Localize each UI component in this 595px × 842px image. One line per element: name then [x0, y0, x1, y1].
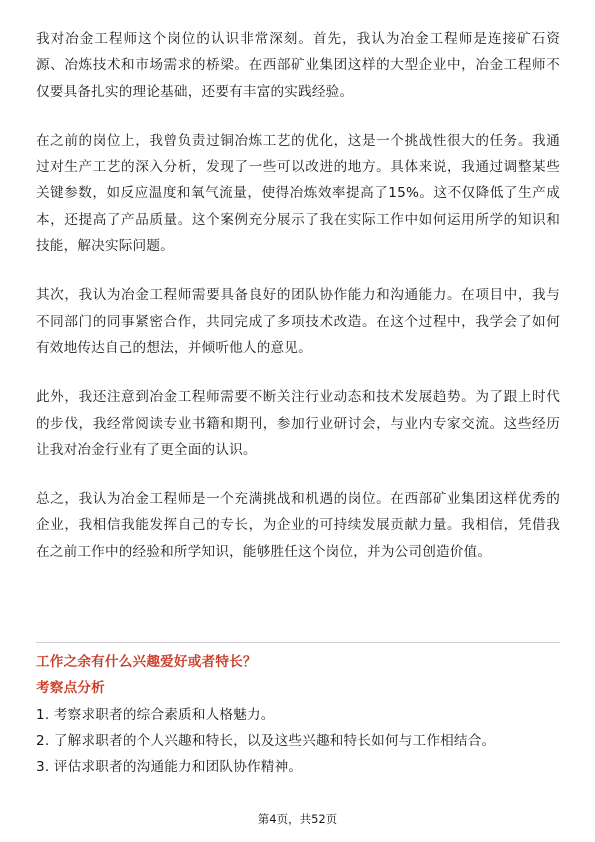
analysis-point-1: 1. 考察求职者的综合素质和人格魅力。: [36, 707, 275, 723]
answer-paragraph-1: 我对冶金工程师这个岗位的认识非常深刻。首先，我认为冶金工程师是连接矿石资源、冶炼技术和市场需求的桥梁。在西部矿业集团这样的大型企业中，冶金工程师不仅要具备扎实的理论基础，还要有丰富的实践经验。: [36, 31, 560, 100]
answer-paragraph-5: 总之，我认为冶金工程师是一个充满挑战和机遇的岗位。在西部矿业集团这样优秀的企业，我相信我能发挥自己的专长，为企业的可持续发展贡献力量。我相信，凭借我在之前工作中的经验和所学知识，能够胜任这个岗位，并为公司创造价值。: [36, 491, 560, 560]
answer-paragraph-3: 其次，我认为冶金工程师需要具备良好的团队协作能力和沟通能力。在项目中，我与不同部门的同事紧密合作，共同完成了多项技术改造。在这个过程中，我学会了如何有效地传达自己的想法，并倾听他人的意见。: [36, 287, 560, 356]
section-divider: [36, 642, 560, 643]
answer-paragraph-4: 此外，我还注意到冶金工程师需要不断关注行业动态和技术发展趋势。为了跟上时代的步伐，我经常阅读专业书籍和期刊，参加行业研讨会，与业内专家交流。这些经历让我对冶金行业有了更全面的认识。: [36, 389, 560, 458]
page-footer: 第4页，共52页: [257, 812, 338, 826]
answer-body: [36, 26, 560, 565]
analysis-heading: 考察点分析: [36, 680, 105, 696]
question-heading: 工作之余有什么兴趣爱好或者特长？: [36, 654, 257, 670]
analysis-point-2: 2. 了解求职者的个人兴趣和特长，以及这些兴趣和特长如何与工作相结合。: [36, 733, 496, 749]
answer-paragraph-2: 在之前的岗位上，我曾负责过铜冶炼工艺的优化，这是一个挑战性很大的任务。我通过对生产工艺的深入分析，发现了一些可以改进的地方。具体来说，我通过调整某些关键参数，如反应温度和氧气流量，使得冶炼效率提高了15%。这不仅降低了生产成本，还提高了产品质量。这个案例充分展示了我在实际工作中如何运用所学的知识和技能，解决实际问题。: [36, 132, 560, 255]
analysis-list: [36, 702, 560, 780]
question-section: [36, 651, 560, 780]
analysis-point-3: 3. 评估求职者的沟通能力和团队协作精神。: [36, 759, 303, 775]
